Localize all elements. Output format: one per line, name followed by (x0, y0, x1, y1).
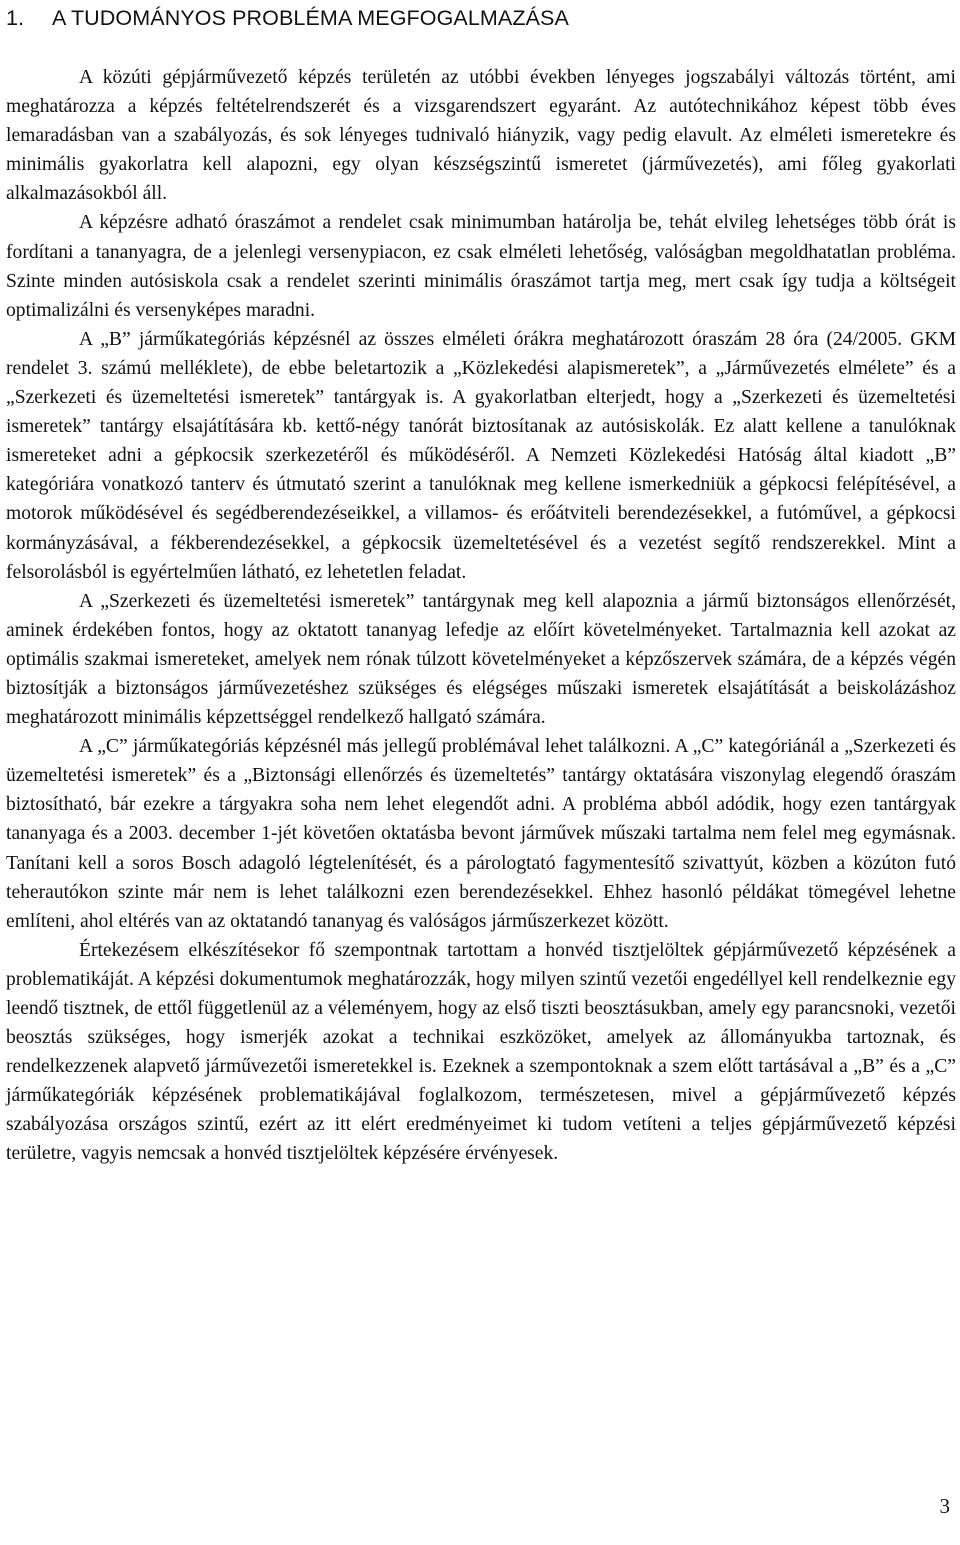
paragraph-3: A „B” járműkategóriás képzésnél az összes elméleti órákra meghatározott óraszám 28 óra (24/2005. GKM rendelet 3. számú melléklete), de ebbe beletartozik a „Közlekedési alapismeretek”, a „Járművezetés elmélete” és a „Szerkezeti és üzemeltetési ismeretek” tantárgyak is. A gyakorlatban elterjedt, hogy a „Szerkezeti és üzemeltetési ismeretek” tantárgy elsajátítására kb. kettő-négy tanórát biztosítanak az autósiskolák. Ez alatt kellene a tanulóknak ismereteket adni a gépkocsik szerkezetéről és működéséről. A Nemzeti Közlekedési Hatóság által kiadott „B” kategóriára vonatkozó tanterv és útmutató szerint a tanulóknak meg kellene ismerkedniük a gépkocsi felépítésével, a motorok működésével és segédberendezéseikkel, a villamos- és erőátviteli berendezésekkel, a futóművel, a gépkocsi kormányzásával, a fékberendezésekkel, a gépkocsik üzemeltetésével és a vezetést segítő rendszerekkel. Mint a felsorolásból is egyértelműen látható, ez lehetetlen feladat. (6, 328, 956, 583)
paragraph-1: A közúti gépjárművezető képzés területén az utóbbi években lényeges jogszabályi változás történt, ami meghatározza a képzés feltételrendszerét és a vizsgarendszert egyaránt. Az autótechnikához képest több éves lemaradásban van a szabályozás, és sok lényeges tudnivaló hiányzik, vagy pedig elavult. Az elméleti ismeretekre és minimális gyakorlatra kell alapozni, egy olyan készségszintű ismeretet (járművezetés), ami főleg gyakorlati alkalmazásokból áll. (6, 67, 956, 205)
paragraph-2: A képzésre adható óraszámot a rendelet csak minimumban határolja be, tehát elvileg lehetséges több órát is fordítani a tananyagra, de a jelenlegi versenypiacon, ez csak elméleti lehetőség, valóságban megoldhatatlan probléma. Szinte minden autósiskola csak a rendelet szerinti minimális óraszámot tartja meg, mert csak így tudja a költségeit optimalizálni és versenyképes maradni. (6, 212, 956, 321)
section-heading (6, 4, 569, 32)
page-number: 3 (939, 1494, 950, 1518)
section-number: 1. (6, 6, 25, 30)
paragraph-5: A „C” járműkategóriás képzésnél más jellegű problémával lehet találkozni. A „C” kategóriánál a „Szerkezeti és üzemeltetési ismeretek” és a „Biztonsági ellenőrzés és üzemeltetés” tantárgy oktatására viszonylag elegendő óraszám biztosítható, bár ezekre a tárgyakra soha nem lehet elegendőt adni. A probléma abból adódik, hogy ezen tantárgyak tananyaga és a 2003. december 1-jét követően oktatásba bevont járművek műszaki tartalma nem felel meg egymásnak. Tanítani kell a soros Bosch adagoló légtelenítését, és a párologtató fagymentesítő szivattyút, közben a közúton futó teherautókon szinte már nem is lehet találkozni ezen berendezésekkel. Ehhez hasonló példákat tömegével lehetne említeni, ahol eltérés van az oktatandó tananyag és valóságos járműszerkezet között. (6, 736, 956, 932)
body-text (6, 63, 956, 1169)
paragraph-6: Értekezésem elkészítésekor fő szempontnak tartottam a honvéd tisztjelöltek gépjárművezető képzésének a problematikáját. A képzési dokumentumok meghatározzák, hogy milyen szintű vezetői engedéllyel kell rendelkeznie egy leendő tisztnek, de ettől függetlenül az a véleményem, hogy az első tiszti beosztásukban, amely egy parancsnoki, vezetői beosztás szükséges, hogy ismerjék azokat a technikai eszközöket, amelyek az állományukba tartoznak, és rendelkezzenek alapvető járművezetői ismeretekkel is. Ezeknek a szempontoknak a szem előtt tartásával a „B” és a „C” járműkategóriák képzésének problematikájával foglalkozom, természetesen, mivel a gépjárművezető képzés szabályozása országos szintű, ezért az itt elért eredményeimet ki tudom vetíteni a teljes gépjárművezető képzési területre, vagyis nemcsak a honvéd tisztjelöltek képzésére érvényesek. (6, 939, 956, 1165)
section-title: A TUDOMÁNYOS PROBLÉMA MEGFOGALMAZÁSA (52, 6, 569, 30)
paragraph-4: A „Szerkezeti és üzemeltetési ismeretek” tantárgynak meg kell alapoznia a jármű biztonságos ellenőrzését, aminek érdekében fontos, hogy az oktatott tananyag lefedje az előírt követelményeket. Tartalmaznia kell azokat az optimális szakmai ismereteket, amelyek nem rónak túlzott követelményeket a képzőszervek számára, de a képzés végén biztosítják a biztonságos járművezetéshez szükséges és elégséges műszaki ismeretek elsajátítását a beiskolázáshoz meghatározott minimális képzettséggel rendelkező hallgató számára. (6, 590, 956, 729)
document-page (6, 0, 956, 1545)
